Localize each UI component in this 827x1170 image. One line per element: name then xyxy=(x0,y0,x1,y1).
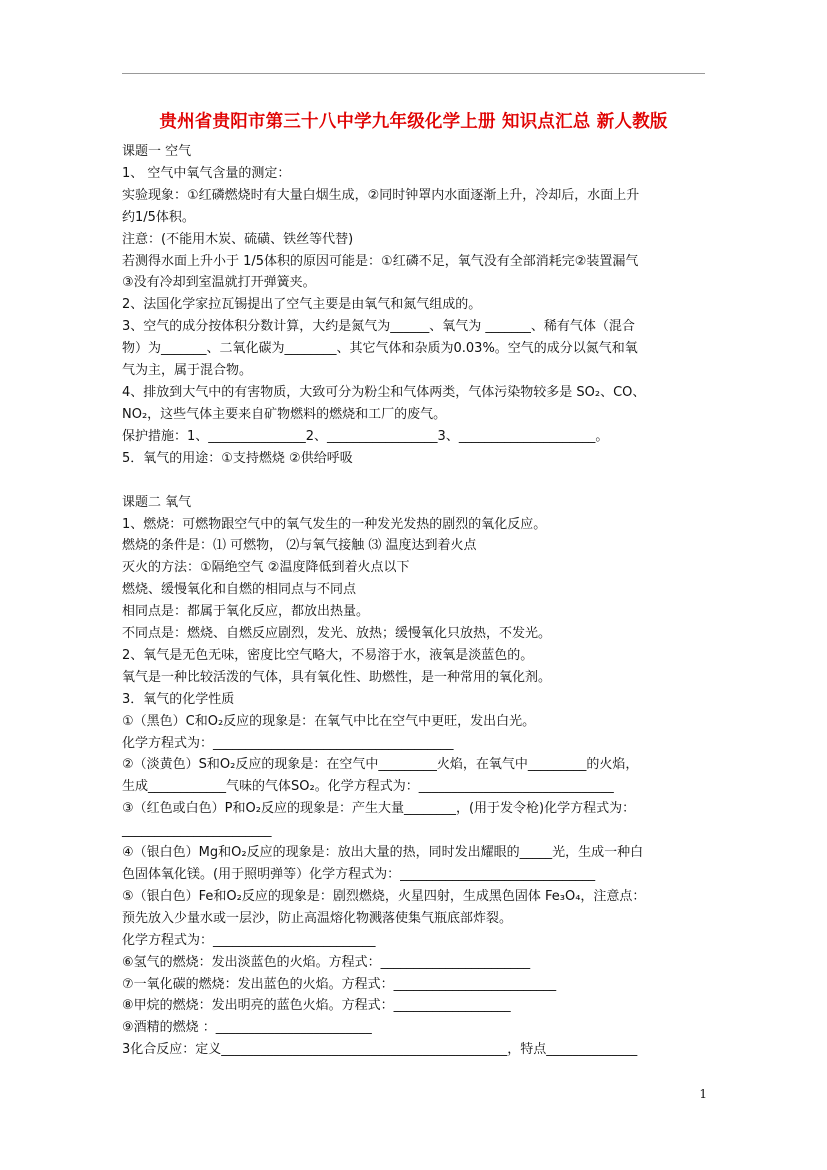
header-rule xyxy=(122,73,705,74)
text-line: 燃烧的条件是：⑴ 可燃物， ⑵与氧气接触 ⑶ 温度达到着火点 xyxy=(122,538,477,554)
text-line: 燃烧、缓慢氧化和自燃的相同点与不同点 xyxy=(122,582,357,598)
text-line: 化学方程式为：_________________________ xyxy=(122,932,376,948)
text-line: ⑨酒精的燃烧 ：________________________ xyxy=(122,1020,372,1036)
text-line: 2、氧气是无色无味，密度比空气略大，不易溶于水，液氧是淡蓝色的。 xyxy=(122,647,534,663)
text-line: 色固体氧化镁。(用于照明弹等）化学方程式为：______________________________ xyxy=(122,867,596,882)
text-line: 物）为_______、二氧化碳为________、其它气体和杂质为0.03%。空气的成分以氮气和氧 xyxy=(122,341,638,357)
text-line: 实验现象：①红磷燃烧时有大量白烟生成，②同时钟罩内水面逐渐上升，冷却后，水面上升 xyxy=(122,187,640,203)
text-line: 不同点是：燃烧、自燃反应剧烈，发光、放热；缓慢氧化只放热，不发光。 xyxy=(122,626,552,642)
text-line: 5．氧气的用途：①支持燃烧 ②供给呼吸 xyxy=(122,450,353,466)
document-title: 贵州省贵阳市第三十八中学九年级化学上册 知识点汇总 新人教版 xyxy=(159,112,668,132)
text-line: ③（红色或白色）P和O₂反应的现象是：产生大量________，(用于发令枪)化学方程式为： xyxy=(122,801,636,817)
text-line: 约1/5体积。 xyxy=(122,209,195,225)
text-line: ⑤（银白色）Fe和O₂反应的现象是：剧烈燃烧，火星四射，生成黑色固体 Fe₃O₄，注意点： xyxy=(122,888,646,904)
text-line: 生成____________气味的气体SO₂。化学方程式为：______________________________ xyxy=(122,779,614,795)
text-line: 气为主，属于混合物。 xyxy=(122,363,253,379)
text-line: 氧气是一种比较活泼的气体，具有氧化性、助燃性，是一种常用的氧化剂。 xyxy=(122,669,552,685)
text-line: ①（黑色）C和O₂反应的现象是：在氧气中比在空气中更旺，发出白光。 xyxy=(122,713,536,729)
text-line: ②（淡黄色）S和O₂反应的现象是：在空气中_________火焰，在氧气中_________的火焰， xyxy=(122,757,639,773)
text-line: NO₂，这些气体主要来自矿物燃料的燃烧和工厂的废气。 xyxy=(122,406,447,422)
text-line: ⑧甲烷的燃烧：发出明亮的蓝色火焰。方程式：__________________ xyxy=(122,998,511,1014)
text-line: ⑥氢气的燃烧：发出淡蓝色的火焰。方程式：_______________________ xyxy=(122,954,531,970)
text-line: ④（银白色）Mg和O₂反应的现象是：放出大量的热，同时发出耀眼的_____光，生成一种白 xyxy=(122,845,644,861)
text-line: _______________________ xyxy=(122,823,272,839)
text-line: 3．氧气的化学性质 xyxy=(122,691,235,707)
text-line: ③没有冷却到室温就打开弹簧夹。 xyxy=(122,275,316,291)
text-line: 4、排放到大气中的有害物质，大致可分为粉尘和气体两类，气体污染物较多是 SO₂、CO、 xyxy=(122,384,646,400)
text-line: 3化合反应：定义____________________________________________，特点______________ xyxy=(122,1042,638,1058)
text-line: 相同点是：都属于氧化反应，都放出热量。 xyxy=(122,604,370,620)
text-line: 1、燃烧：可燃物跟空气中的氧气发生的一种发光发热的剧烈的氧化反应。 xyxy=(122,516,547,532)
text-line: 保护措施：1、_______________2、_________________3、_____________________。 xyxy=(122,428,609,444)
text-line: ⑦一氧化碳的燃烧：发出蓝色的火焰。方程式：_________________________ xyxy=(122,976,557,992)
text-line: 3、空气的成分按体积分数计算，大约是氮气为______、氧气为 _______、稀有气体（混合 xyxy=(122,319,635,335)
page-number: 1 xyxy=(699,1087,707,1101)
text-line: 注意：(不能用木炭、硫磺、铁丝等代替) xyxy=(122,231,354,247)
text-line: 化学方程式为：_____________________________________ xyxy=(122,735,454,751)
text-line: 灭火的方法：①隔绝空气 ②温度降低到着火点以下 xyxy=(122,560,410,576)
text-line: 预先放入少量水或一层沙，防止高温熔化物溅落使集气瓶底部炸裂。 xyxy=(122,910,513,926)
text-line: 2、法国化学家拉瓦锡提出了空气主要是由氧气和氮气组成的。 xyxy=(122,297,482,313)
document-body xyxy=(122,141,712,1061)
paragraph-gap xyxy=(122,470,712,492)
text-line: 课题二 氧气 xyxy=(122,494,192,510)
text-line: 若测得水面上升小于 1/5体积的原因可能是：①红磷不足，氧气没有全部消耗完②装置漏气 xyxy=(122,253,639,269)
text-line: 1、 空气中氧气含量的测定： xyxy=(122,165,291,181)
text-line: 课题一 空气 xyxy=(122,144,192,159)
